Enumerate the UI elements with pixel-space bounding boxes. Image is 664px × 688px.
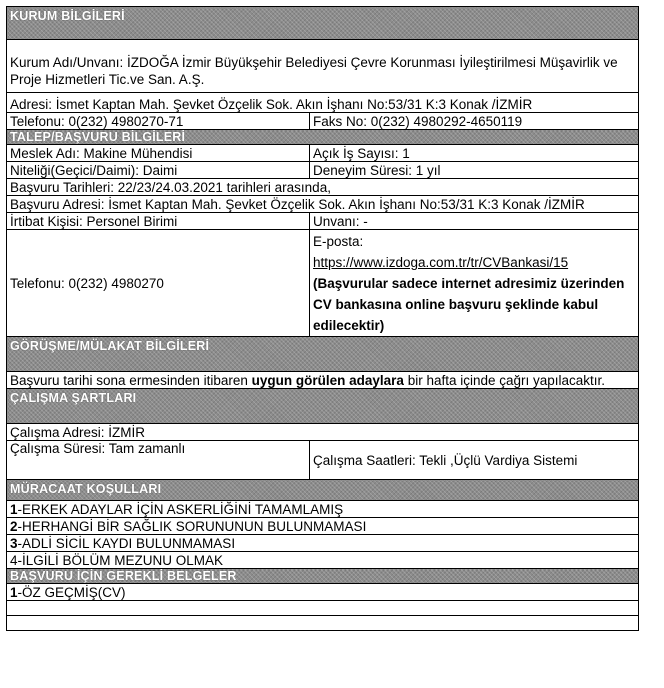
talep-telefon: Telefonu: 0(232) 4980270 <box>7 230 310 337</box>
eposta-label: E-posta: <box>313 234 364 249</box>
muracaat-item <box>7 552 639 569</box>
talep-irtibat: İrtibat Kişisi: Personel Birimi <box>7 213 310 230</box>
talep-tarihler: Başvuru Tarihleri: 22/23/24.03.2021 tarihleri arasında, <box>7 179 639 196</box>
section-header-belgeler: BAŞVURU İÇİN GEREKLİ BELGELER <box>7 569 639 584</box>
muracaat-item-text: -ERKEK ADAYLAR İÇİN ASKERLİĞİNİ TAMAMLAMIŞ <box>17 501 344 517</box>
muracaat-item <box>7 501 639 518</box>
kurum-telefon: Telefonu: 0(232) 4980270-71 <box>7 113 310 130</box>
calisma-adres: Çalışma Adresi: İZMİR <box>7 424 639 441</box>
calisma-saatler: Çalışma Saatleri: Tekli ,Üçlü Vardiya Sistemi <box>310 441 639 480</box>
section-header-calisma: ÇALIŞMA ŞARTLARI <box>7 389 639 424</box>
muracaat-item-number: 4 <box>10 552 18 568</box>
section-header-talep: TALEP/BAŞVURU BİLGİLERİ <box>7 130 639 145</box>
section-header-gorusme: GÖRÜŞME/MÜLAKAT BİLGİLERİ <box>7 337 639 372</box>
cv-bank-link[interactable]: https://www.izdoga.com.tr/tr/CVBankasi/15 <box>313 255 569 270</box>
section-header-muracaat: MÜRACAAT KOŞULLARI <box>7 480 639 501</box>
muracaat-item <box>7 535 639 552</box>
muracaat-item-number: 2 <box>10 518 18 534</box>
gorusme-text-before: Başvuru tarihi sona ermesinden itibaren <box>10 372 252 388</box>
talep-deneyim: Deneyim Süresi: 1 yıl <box>310 162 639 179</box>
muracaat-item-text: -İLGİLİ BÖLÜM MEZUNU OLMAK <box>17 552 224 568</box>
gorusme-text <box>7 372 639 389</box>
gorusme-text-after: bir hafta içinde çağrı yapılacaktır. <box>403 372 606 388</box>
muracaat-item-number: 1 <box>10 501 18 517</box>
kurum-adres: Adresi: İsmet Kaptan Mah. Şevket Özçelik Sok. Akın İşhanı No:53/31 K:3 Konak /İZMİR <box>7 93 639 113</box>
muracaat-item-text: -HERHANGİ BİR SAĞLIK SORUNUNUN BULUNMAMASI <box>17 518 367 534</box>
empty-row <box>7 616 639 631</box>
calisma-sure: Çalışma Süresi: Tam zamanlı <box>7 441 310 480</box>
empty-row <box>7 601 639 616</box>
talep-eposta <box>310 230 639 337</box>
talep-unvan: Unvanı: - <box>310 213 639 230</box>
belgeler-item-text: -ÖZ GEÇMİŞ(CV) <box>17 584 126 600</box>
eposta-note: (Başvurular sadece internet adresimiz üzerinden CV bankasına online başvuru şeklinde kabul edilecektir) <box>313 276 625 333</box>
talep-nitelik: Niteliği(Geçici/Daimi): Daimi <box>7 162 310 179</box>
kurum-unvan: Kurum Adı/Unvanı: İZDOĞA İzmir Büyükşehir Belediyesi Çevre Korunması İyileştirilmesi Müşavirlik ve Proje Hizmetleri Tic.ve San. A.Ş. <box>7 40 639 93</box>
muracaat-item <box>7 518 639 535</box>
belgeler-item-number: 1 <box>10 584 18 600</box>
job-posting-form <box>6 6 639 631</box>
kurum-faks: Faks No: 0(232) 4980292-4650119 <box>310 113 639 130</box>
talep-acik-is: Açık İş Sayısı: 1 <box>310 145 639 162</box>
muracaat-item-text: -ADLİ SİCİL KAYDI BULUNMAMASI <box>17 535 236 551</box>
talep-meslek: Meslek Adı: Makine Mühendisi <box>7 145 310 162</box>
gorusme-text-bold: uygun görülen adaylara <box>251 372 404 388</box>
section-header-kurum: KURUM BİLGİLERİ <box>7 7 639 40</box>
talep-adres: Başvuru Adresi: İsmet Kaptan Mah. Şevket Özçelik Sok. Akın İşhanı No:53/31 K:3 Konak /İZMİR <box>7 196 639 213</box>
muracaat-item-number: 3 <box>10 535 18 551</box>
belgeler-item <box>7 584 639 601</box>
